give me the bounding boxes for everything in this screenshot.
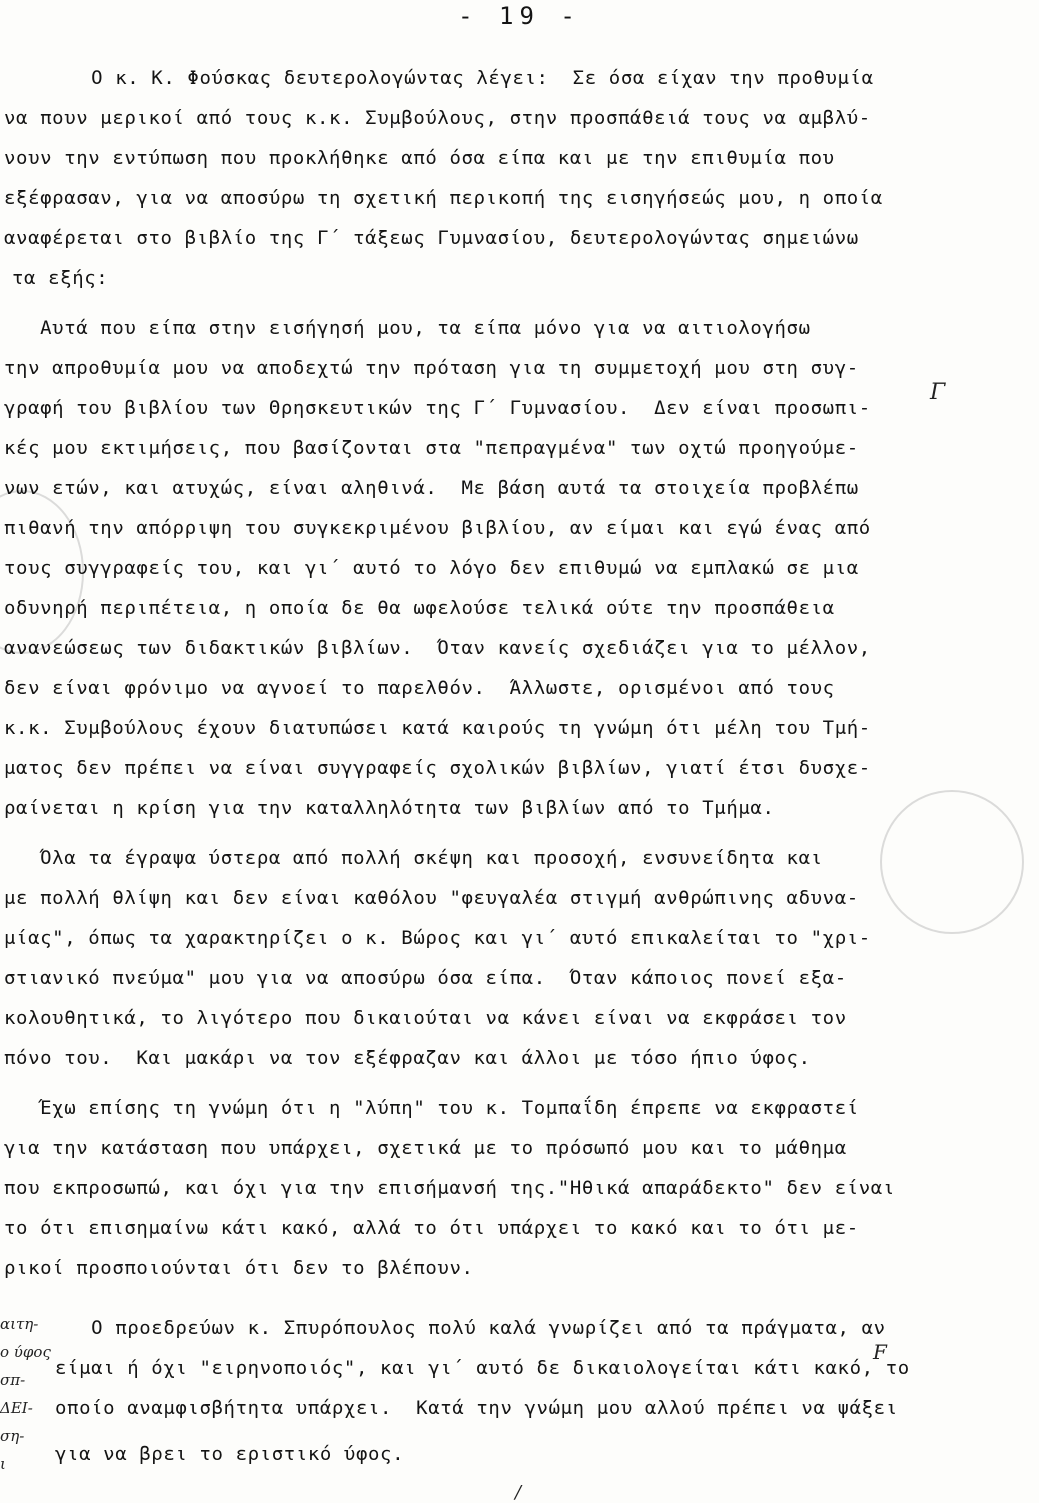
text-line: Ο προεδρεύων κ. Σπυρόπουλος πολύ καλά γνωρίζει από τα πράγματα, αν [55, 1317, 886, 1339]
text-line: πιθανή την απόρριψη του συγκεκριμένου βιβλίου, αν είμαι και εγώ ένας από [4, 517, 871, 539]
text-line: οποίο αναμφισβήτητα υπάρχει. Κατά την γνώμη μου αλλού πρέπει να ψάξει [55, 1397, 898, 1419]
text-line: που εκπροσωπώ, και όχι για την επισήμανσή της."Ηθικά απαράδεκτο" δεν είναι [4, 1177, 895, 1199]
text-line: εξέφρασαν, για να αποσύρω τη σχετική περικοπή της εισηγήσεώς μου, η οποία [4, 187, 883, 209]
text-line: Έχω επίσης τη γνώμη ότι η "λύπη" του κ. Τομπαΐδη έπρεπε να εκφραστεί [4, 1097, 859, 1119]
margin-note-line: ο ύφος [0, 1343, 51, 1361]
text-line: ματος δεν πρέπει να είναι συγγραφείς σχολικών βιβλίων, γιατί έτσι δυσχε- [4, 757, 871, 779]
text-line: για να βρει το εριστικό ύφος. [55, 1443, 405, 1465]
text-line: γραφή του βιβλίου των Θρησκευτικών της Γ΄ Γυμνασίου. Δεν είναι προσωπι- [4, 397, 871, 419]
page-number: - 19 - [458, 2, 581, 30]
text-line: να πουν μερικοί από τους κ.κ. Συμβούλους, στην προσπάθειά τους να αμβλύ- [4, 107, 871, 129]
text-line: με πολλή θλίψη και δεν είναι καθόλου "φευγαλέα στιγμή ανθρώπινης αδυνα- [4, 887, 859, 909]
text-line: τους συγγραφείς του, και γι΄ αυτό το λόγο δεν επιθυμώ να εμπλακώ σε μια [4, 557, 859, 579]
text-line: οδυνηρή περιπέτεια, η οποία δε θα ωφελούσε τελικά ούτε την προσπάθεια [4, 597, 835, 619]
handwritten-correction-mark: Γ [930, 380, 946, 405]
handwritten-margin-note [0, 1310, 60, 1478]
margin-note-line: αιτη- [0, 1315, 39, 1333]
text-line: το ότι επισημαίνω κάτι κακό, αλλά το ότι υπάρχει το κακό και το ότι με- [4, 1217, 859, 1239]
text-line: ραίνεται η κρίση για την καταλληλότητα των βιβλίων από το Τμήμα. [4, 797, 775, 819]
text-line: νων ετών, και ατυχώς, είναι αληθινά. Με βάση αυτά τα στοιχεία προβλέπω [4, 477, 859, 499]
text-line: πόνο του. Και μακάρι να τον εξέφραζαν και άλλοι με τόσο ήπιο ύφος. [4, 1047, 811, 1069]
text-line: είμαι ή όχι "ειρηνοποιός", και γι΄ αυτό δε δικαιολογείται κάτι κακό, το [55, 1357, 910, 1379]
text-line: ανανεώσεως των διδακτικών βιβλίων. Όταν κανείς σχεδιάζει για το μέλλον, [4, 637, 871, 659]
margin-note-line: ΔΕΙ- [0, 1399, 33, 1417]
text-line: Αυτά που είπα στην εισήγησή μου, τα είπα μόνο για να αιτιολογήσω [4, 317, 811, 339]
text-line: δεν είναι φρόνιμο να αγνοεί το παρελθόν. Άλλωστε, ορισμένοι από τους [4, 677, 835, 699]
handwritten-correction-mark: F [873, 1340, 887, 1364]
text-line: κολουθητικά, το λιγότερο που δικαιούται να κάνει είναι να εκφράσει τον [4, 1007, 847, 1029]
margin-note-line: ση- [0, 1427, 25, 1445]
text-line: Ο κ. Κ. Φούσκας δευτερολογώντας λέγει: Σε όσα είχαν την προθυμία [55, 67, 874, 89]
text-line: για την κατάσταση που υπάρχει, σχετικά με το πρόσωπό μου και το μάθημα [4, 1137, 847, 1159]
text-line: τα εξής: [12, 267, 109, 289]
text-line: μίας", όπως τα χαρακτηρίζει ο κ. Βώρος και γι΄ αυτό επικαλείται το "χρι- [4, 927, 871, 949]
margin-note-line: ι [0, 1455, 6, 1473]
stamp-faint-right [880, 790, 1024, 934]
margin-note-line: σπ- [0, 1371, 26, 1389]
text-line: κές μου εκτιμήσεις, που βασίζονται στα "πεπραγμένα" των οχτώ προηγούμε- [4, 437, 859, 459]
text-line: την απροθυμία μου να αποδεχτώ την πρόταση για τη συμμετοχή μου στη συγ- [4, 357, 859, 379]
text-line: κ.κ. Συμβούλους έχουν διατυπώσει κατά καιρούς τη γνώμη ότι μέλη του Τμή- [4, 717, 871, 739]
handwritten-tick-mark: / [515, 1482, 522, 1503]
text-line: αναφέρεται στο βιβλίο της Γ΄ τάξεως Γυμνασίου, δευτερολογώντας σημειώνω [4, 227, 859, 249]
text-line: νουν την εντύπωση που προκλήθηκε από όσα είπα και με την επιθυμία που [4, 147, 835, 169]
text-line: Όλα τα έγραψα ύστερα από πολλή σκέψη και προσοχή, ενσυνείδητα και [4, 847, 823, 869]
text-line: στιανικό πνεύμα" μου για να αποσύρω όσα είπα. Όταν κάποιος πονεί εξα- [4, 967, 847, 989]
text-line: ρικοί προσποιούνται ότι δεν το βλέπουν. [4, 1257, 474, 1279]
